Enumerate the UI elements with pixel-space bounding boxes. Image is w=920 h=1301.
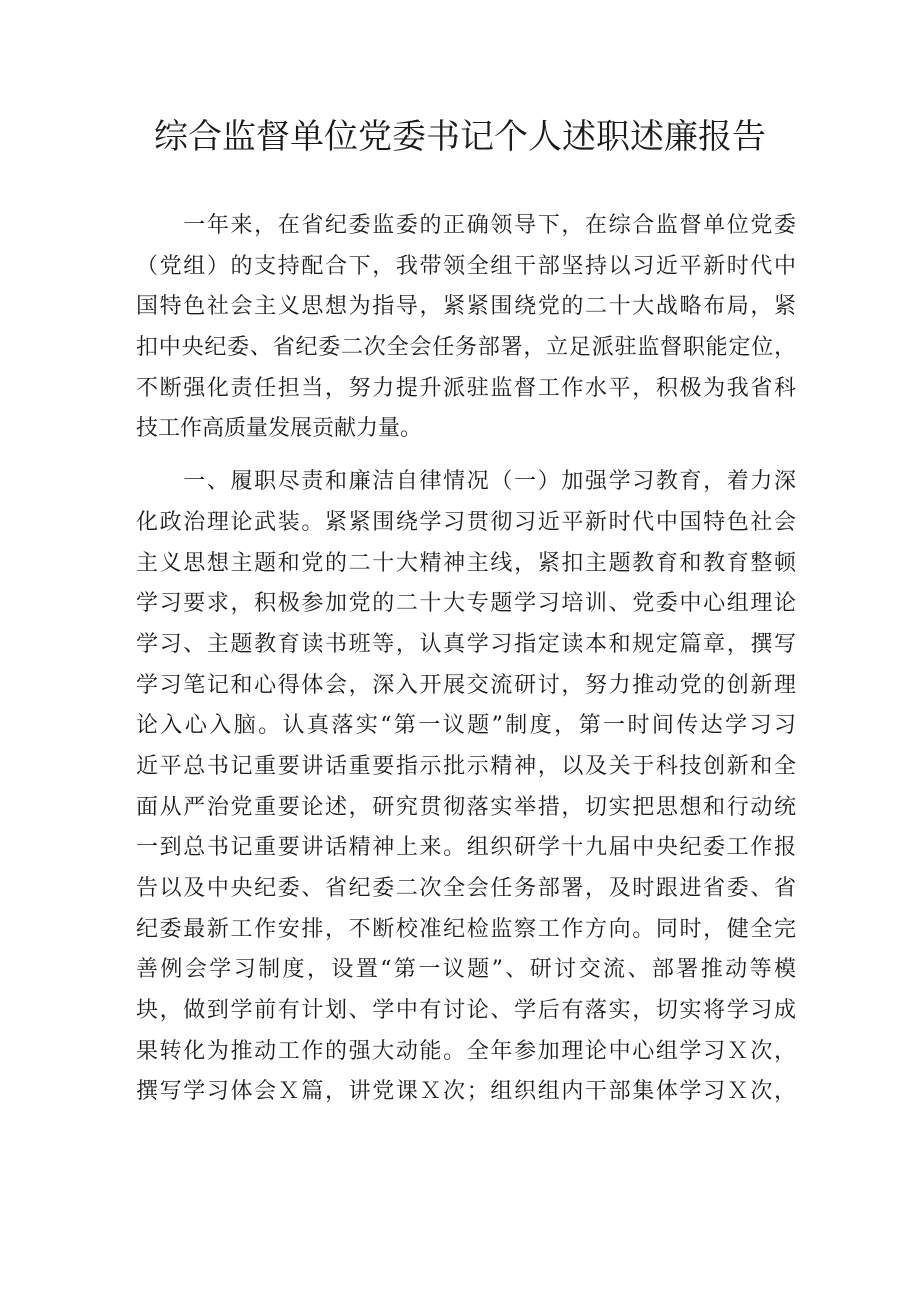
text-line: 国特色社会主义思想为指导，紧紧围绕党的二十大战略布局，紧 [136,294,796,320]
text-line: 块，做到学前有计划、学中有讨论、学后有落实，切实将学习成 [136,998,796,1024]
text-line: 一年来，在省纪委监委的正确领导下，在综合监督单位党委 [136,213,796,238]
text-line: 主义思想主题和党的二十大精神主线，紧扣主题教育和教育整顿 [136,550,796,576]
text-line: 纪委最新工作安排，不断校准纪检监察工作方向。同时，健全完 [136,916,796,942]
text-line: 扣中央纪委、省纪委二次全会任务部署，立足派驻监督职能定位， [136,335,796,361]
paragraph [136,206,796,450]
text-line: 学习、主题教育读书班等，认真学习指定读本和规定篇章，撰写 [136,631,796,657]
text-line: 告以及中央纪委、省纪委二次全会任务部署，及时跟进省委、省 [136,876,796,901]
text-line: 学习要求，积极参加党的二十大专题学习培训、党委中心组理论 [136,591,796,617]
text-line: 化政治理论武装。紧紧围绕学习贯彻习近平新时代中国特色社会 [136,509,796,535]
text-line: 不断强化责任担当，努力提升派驻监督工作水平，积极为我省科 [136,375,796,401]
text-line: 论入心入脑。认真落实“第一议题”制度，第一时间传达学习习 [136,713,796,739]
document-title: 综合监督单位党委书记个人述职述廉报告 [154,117,766,157]
text-line: 善例会学习制度，设置“第一议题”、研讨交流、部署推动等模 [136,957,796,983]
text-line: 一、履职尽责和廉洁自律情况（一）加强学习教育，着力深 [136,469,796,495]
document-body [136,206,796,1113]
text-line: 果转化为推动工作的强大动能。全年参加理论中心组学习Ｘ次， [136,1038,796,1064]
text-line: 一到总书记重要讲话精神上来。组织研学十九届中央纪委工作报 [136,835,796,861]
paragraph [136,462,796,1113]
text-line: 撰写学习体会Ｘ篇，讲党课Ｘ次；组织组内干部集体学习Ｘ次， [136,1079,796,1105]
text-line: 近平总书记重要讲话重要指示批示精神，以及关于科技创新和全 [136,753,796,779]
text-line: （党组）的支持配合下，我带领全组干部坚持以习近平新时代中 [136,253,796,279]
paragraph-gap [136,450,796,462]
text-line: 技工作高质量发展贡献力量。 [136,416,423,442]
text-line: 面从严治党重要论述，研究贯彻落实举措，切实把思想和行动统 [136,794,796,820]
text-line: 学习笔记和心得体会，深入开展交流研讨，努力推动党的创新理 [136,672,796,698]
